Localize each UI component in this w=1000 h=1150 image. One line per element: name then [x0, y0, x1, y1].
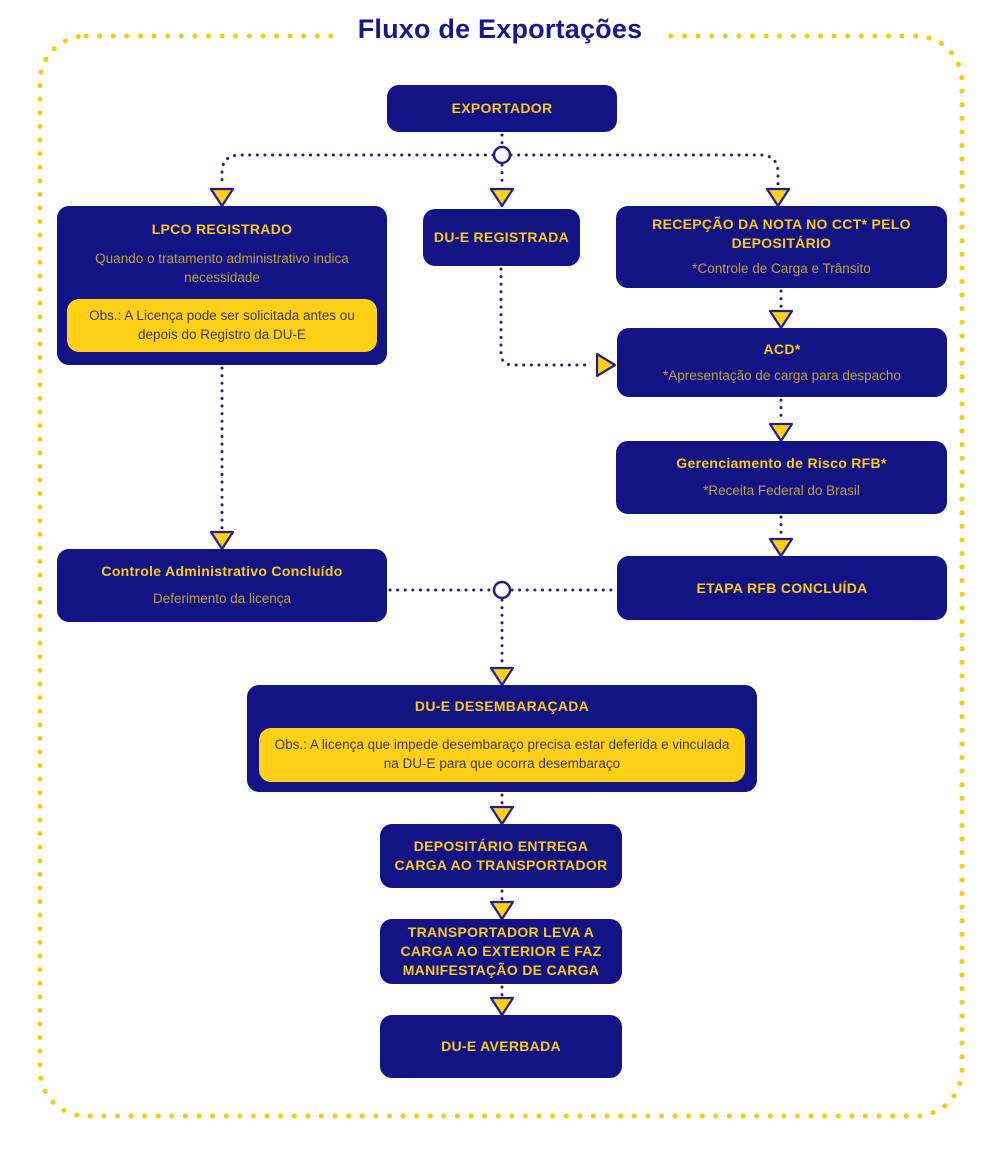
node-gerenciamento-risco-rfb — [616, 441, 947, 514]
arrow-right-icon — [597, 354, 615, 376]
node-subtitle: *Controle de Carga e Trânsito — [692, 261, 871, 277]
arrow-down-icon — [770, 424, 792, 441]
node-acd — [617, 328, 947, 397]
node-due-averbada — [380, 1015, 622, 1078]
arrow-down-icon — [770, 539, 792, 556]
connector-line — [222, 155, 493, 185]
junction-circle-icon — [494, 582, 510, 598]
node-title: DU-E DESEMBARAÇADA — [414, 698, 590, 714]
arrow-down-icon — [211, 189, 233, 206]
node-controle-administrativo-concluido — [57, 549, 387, 622]
node-due-registrada — [423, 209, 580, 266]
node-transportador-leva-carga — [380, 919, 622, 984]
node-due-desembaracada — [247, 685, 757, 792]
node-lpco-registrado — [57, 206, 387, 365]
arrow-down-icon — [491, 998, 513, 1015]
arrow-down-icon — [211, 532, 233, 549]
junction-circle-icon — [494, 147, 510, 163]
node-title: RECEPÇÃO DA NOTA NO CCT* PELO DEPOSITÁRIO — [652, 215, 911, 251]
arrow-down-icon — [491, 807, 513, 824]
node-title: Controle Administrativo Concluído — [101, 563, 343, 580]
page-title: Fluxo de Exportações — [338, 14, 663, 45]
connector-line — [501, 269, 590, 365]
node-subtitle: Deferimento da licença — [152, 591, 292, 606]
node-title: DU-E REGISTRADA — [433, 229, 570, 246]
node-title: ETAPA RFB CONCLUÍDA — [696, 579, 868, 596]
node-title: ACD* — [763, 340, 801, 357]
note-desembaraco: Obs.: A licença que impede desembaraço precisa estar deferida e vinculada na DU-E para que ocorra desembaraço — [259, 728, 745, 782]
arrow-down-icon — [491, 902, 513, 919]
node-exportador — [387, 85, 617, 132]
node-depositario-entrega-carga — [380, 824, 622, 888]
arrow-down-icon — [491, 668, 513, 685]
node-title: DEPOSITÁRIO ENTREGA CARGA AO TRANSPORTADOR — [394, 838, 608, 873]
node-title: TRANSPORTADOR LEVA A CARGA AO EXTERIOR E FAZ MANIFESTAÇÃO DE CARGA — [400, 924, 602, 978]
arrow-down-icon — [770, 311, 792, 328]
node-title: LPCO REGISTRADO — [151, 221, 293, 237]
node-title: Gerenciamento de Risco RFB* — [676, 455, 887, 472]
arrow-down-icon — [491, 189, 513, 206]
node-etapa-rfb-concluida — [617, 556, 947, 620]
note-licenca: Obs.: A Licença pode ser solicitada antes ou depois do Registro da DU-E — [67, 299, 377, 353]
node-subtitle: *Receita Federal do Brasil — [703, 483, 860, 498]
node-recepcao-nota-cct — [616, 206, 947, 288]
node-subtitle: Quando o tratamento administrativo indica necessidade — [95, 250, 349, 285]
node-subtitle: *Apresentação de carga para despacho — [663, 367, 901, 383]
node-title: DU-E AVERBADA — [441, 1038, 561, 1055]
node-title: EXPORTADOR — [451, 100, 553, 117]
connector-line — [511, 155, 778, 185]
arrow-down-icon — [767, 189, 789, 206]
